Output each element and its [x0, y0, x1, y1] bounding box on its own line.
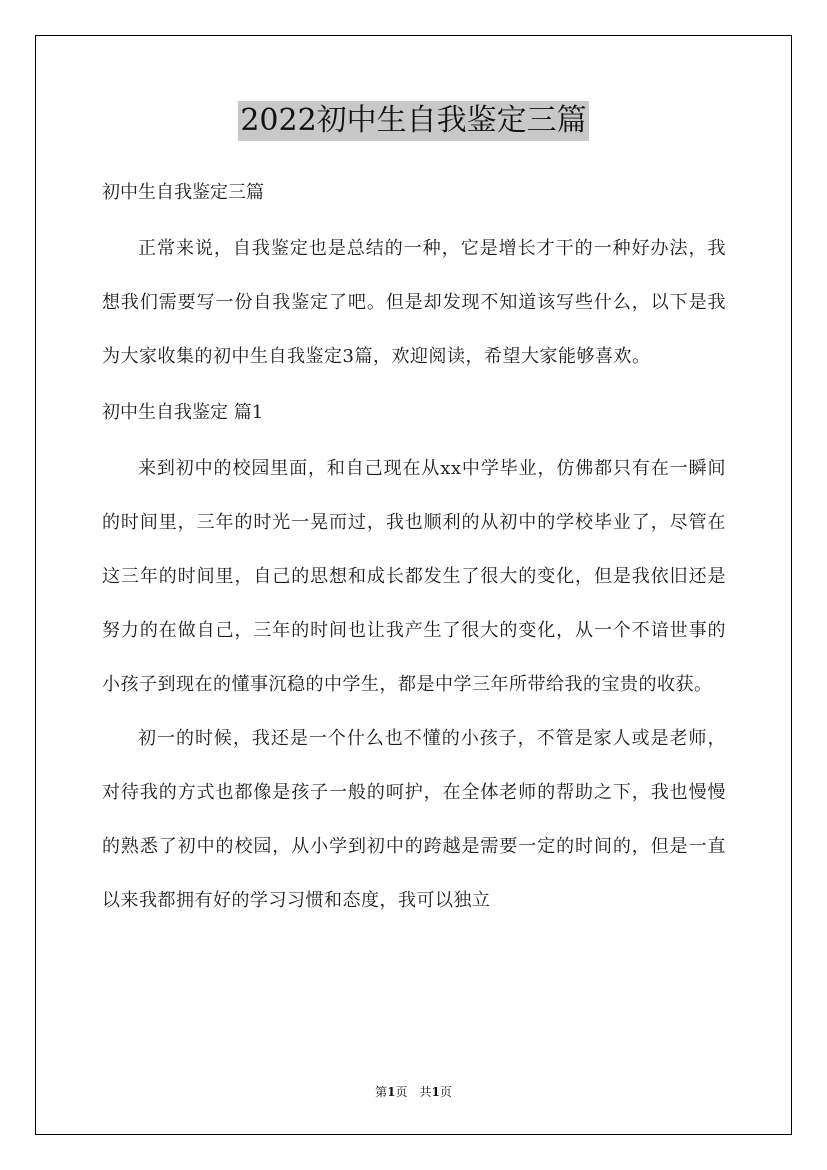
footer-total-pages: 1	[431, 1085, 440, 1099]
page-footer	[0, 1084, 827, 1100]
footer-prefix: 第	[375, 1085, 388, 1099]
footer-suffix: 页	[439, 1085, 452, 1099]
document-title: 2022初中生自我鉴定三篇	[238, 101, 588, 141]
title-container	[0, 101, 827, 141]
document-body	[102, 164, 726, 928]
section-1-heading: 初中生自我鉴定 篇1	[102, 402, 264, 423]
document-subheading: 初中生自我鉴定三篇	[102, 182, 264, 203]
section-1-paragraph-2: 初一的时候，我还是一个什么也不懂的小孩子，不管是家人或是老师，对待我的方式也都像是孩子一般的呵护，在全体老师的帮助之下，我也慢慢的熟悉了初中的校园，从小学到初中的跨越是需要一定的时间的，但是一直以来我都拥有好的学习习惯和态度，我可以独立	[102, 728, 726, 911]
footer-mid: 页 共	[395, 1085, 432, 1099]
intro-paragraph: 正常来说，自我鉴定也是总结的一种，它是增长才干的一种好办法，我想我们需要写一份自我鉴定了吧。但是却发现不知道该写些什么，以下是我为大家收集的初中生自我鉴定3篇，欢迎阅读，希望大家能够喜欢。	[102, 238, 726, 367]
section-1-paragraph-1: 来到初中的校园里面，和自己现在从xx中学毕业，仿佛都只有在一瞬间的时间里，三年的时光一晃而过，我也顺利的从初中的学校毕业了，尽管在这三年的时间里，自己的思想和成长都发生了很大的变化，但是我依旧还是努力的在做自己，三年的时间也让我产生了很大的变化，从一个不谙世事的小孩子到现在的懂事沉稳的中学生，都是中学三年所带给我的宝贵的收获。	[102, 458, 726, 695]
footer-page-number: 1	[387, 1085, 396, 1099]
